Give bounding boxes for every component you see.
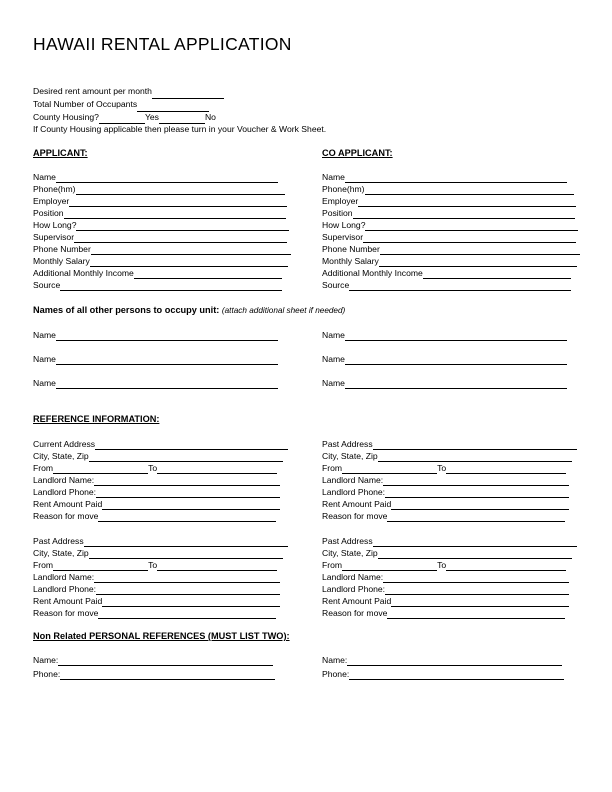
co-applicant-field-how-long[interactable]: How Long?	[322, 220, 578, 232]
reference-information-heading: REFERENCE INFORMATION:	[33, 414, 160, 424]
ref-right2-past-address[interactable]: Past Address	[322, 536, 577, 548]
ref-right1-reason-for-move[interactable]: Reason for move	[322, 511, 565, 523]
co-applicant-field-phone-hm[interactable]: Phone(hm)	[322, 184, 578, 196]
other-person-name-3[interactable]: Name	[33, 378, 278, 390]
ref-left1-city-state-zip[interactable]: City, State, Zip	[33, 451, 283, 463]
personal-ref-1-phone[interactable]: Phone:	[33, 669, 275, 681]
other-person-name-5[interactable]: Name	[322, 354, 567, 366]
ref-left1-to-label: To	[148, 463, 158, 473]
co-applicant-field-source[interactable]: Source	[322, 280, 578, 292]
co-applicant-heading: CO APPLICANT:	[322, 148, 393, 158]
ref-right2-reason-for-move[interactable]: Reason for move	[322, 608, 565, 620]
co-applicant-field-monthly-salary[interactable]: Monthly Salary	[322, 256, 578, 268]
intro-label-occupants: Total Number of Occupants	[33, 98, 138, 109]
applicant-field-phone-hm[interactable]: Phone(hm)	[33, 184, 289, 196]
ref-left1-from-to[interactable]: From To	[33, 463, 277, 475]
ref-left2-reason-for-move[interactable]: Reason for move	[33, 608, 276, 620]
applicant-field-employer[interactable]: Employer	[33, 196, 289, 208]
personal-ref-2-phone[interactable]: Phone:	[322, 669, 564, 681]
ref-left1-reason-for-move[interactable]: Reason for move	[33, 511, 276, 523]
ref-left2-to-label: To	[148, 560, 158, 570]
applicant-field-how-long[interactable]: How Long?	[33, 220, 289, 232]
intro-line-rent-amount	[33, 86, 326, 99]
applicant-field-phone-number[interactable]: Phone Number	[33, 244, 289, 256]
other-person-name-2[interactable]: Name	[33, 354, 278, 366]
ref-right1-rent-amount-paid[interactable]: Rent Amount Paid	[322, 499, 569, 511]
personal-references-heading: Non Related PERSONAL REFERENCES (MUST LIST TWO):	[33, 631, 290, 641]
applicant-field-source[interactable]: Source	[33, 280, 289, 292]
county-housing-yes-input[interactable]	[99, 112, 145, 125]
county-housing-no-input[interactable]	[159, 112, 205, 125]
ref-right2-city-state-zip[interactable]: City, State, Zip	[322, 548, 572, 560]
intro-line-county-housing	[33, 112, 326, 125]
ref-left1-landlord-name[interactable]: Landlord Name:	[33, 475, 280, 487]
ref-left1-current-address[interactable]: Current Address	[33, 439, 288, 451]
occupants-input[interactable]	[137, 99, 209, 112]
co-applicant-field-additional-income[interactable]: Additional Monthly Income	[322, 268, 578, 280]
ref-left1-landlord-phone[interactable]: Landlord Phone:	[33, 487, 280, 499]
ref-left2-city-state-zip[interactable]: City, State, Zip	[33, 548, 283, 560]
applicant-field-position[interactable]: Position	[33, 208, 289, 220]
ref-left2-landlord-name[interactable]: Landlord Name:	[33, 572, 280, 584]
applicant-heading: APPLICANT:	[33, 148, 88, 158]
intro-block	[33, 86, 326, 136]
applicant-field-name[interactable]: Name	[33, 172, 289, 184]
other-persons-heading: Names of all other persons to occupy unit: (attach additional sheet if needed)	[33, 305, 346, 315]
intro-line-occupants	[33, 99, 326, 112]
ref-right2-landlord-name[interactable]: Landlord Name:	[322, 572, 569, 584]
co-applicant-field-name[interactable]: Name	[322, 172, 578, 184]
ref-right1-landlord-name[interactable]: Landlord Name:	[322, 475, 569, 487]
ref-right2-landlord-phone[interactable]: Landlord Phone:	[322, 584, 569, 596]
ref-right1-past-address[interactable]: Past Address	[322, 439, 577, 451]
intro-label-county-housing: County Housing?	[33, 111, 99, 122]
ref-left2-from-to[interactable]: From To	[33, 560, 277, 572]
co-applicant-field-supervisor[interactable]: Supervisor	[322, 232, 578, 244]
page-title: HAWAII RENTAL APPLICATION	[33, 34, 292, 54]
intro-line-voucher-note: If County Housing applicable then please turn in your Voucher & Work Sheet.	[33, 124, 327, 135]
ref-right1-to-label: To	[437, 463, 447, 473]
ref-right1-city-state-zip[interactable]: City, State, Zip	[322, 451, 572, 463]
ref-left1-rent-amount-paid[interactable]: Rent Amount Paid	[33, 499, 280, 511]
county-housing-no-label: No	[204, 111, 216, 122]
ref-left2-rent-amount-paid[interactable]: Rent Amount Paid	[33, 596, 280, 608]
other-person-name-1[interactable]: Name	[33, 330, 278, 342]
intro-label-rent-amount: Desired rent amount per month	[33, 86, 152, 96]
ref-right2-to-label: To	[437, 560, 447, 570]
ref-right2-from-to[interactable]: From To	[322, 560, 566, 572]
rent-amount-input[interactable]	[152, 86, 224, 99]
co-applicant-field-position[interactable]: Position	[322, 208, 578, 220]
co-applicant-field-employer[interactable]: Employer	[322, 196, 578, 208]
ref-right1-landlord-phone[interactable]: Landlord Phone:	[322, 487, 569, 499]
ref-right2-rent-amount-paid[interactable]: Rent Amount Paid	[322, 596, 569, 608]
applicant-field-supervisor[interactable]: Supervisor	[33, 232, 289, 244]
applicant-field-monthly-salary[interactable]: Monthly Salary	[33, 256, 289, 268]
applicant-field-additional-income[interactable]: Additional Monthly Income	[33, 268, 289, 280]
co-applicant-field-phone-number[interactable]: Phone Number	[322, 244, 578, 256]
ref-left2-landlord-phone[interactable]: Landlord Phone:	[33, 584, 280, 596]
other-person-name-4[interactable]: Name	[322, 330, 567, 342]
other-person-name-6[interactable]: Name	[322, 378, 567, 390]
ref-left2-past-address[interactable]: Past Address	[33, 536, 288, 548]
county-housing-yes-label: Yes	[144, 111, 159, 122]
personal-ref-2-name[interactable]: Name:	[322, 655, 562, 667]
other-persons-note: (attach additional sheet if needed)	[221, 306, 346, 315]
ref-right1-from-to[interactable]: From To	[322, 463, 566, 475]
personal-ref-1-name[interactable]: Name:	[33, 655, 273, 667]
